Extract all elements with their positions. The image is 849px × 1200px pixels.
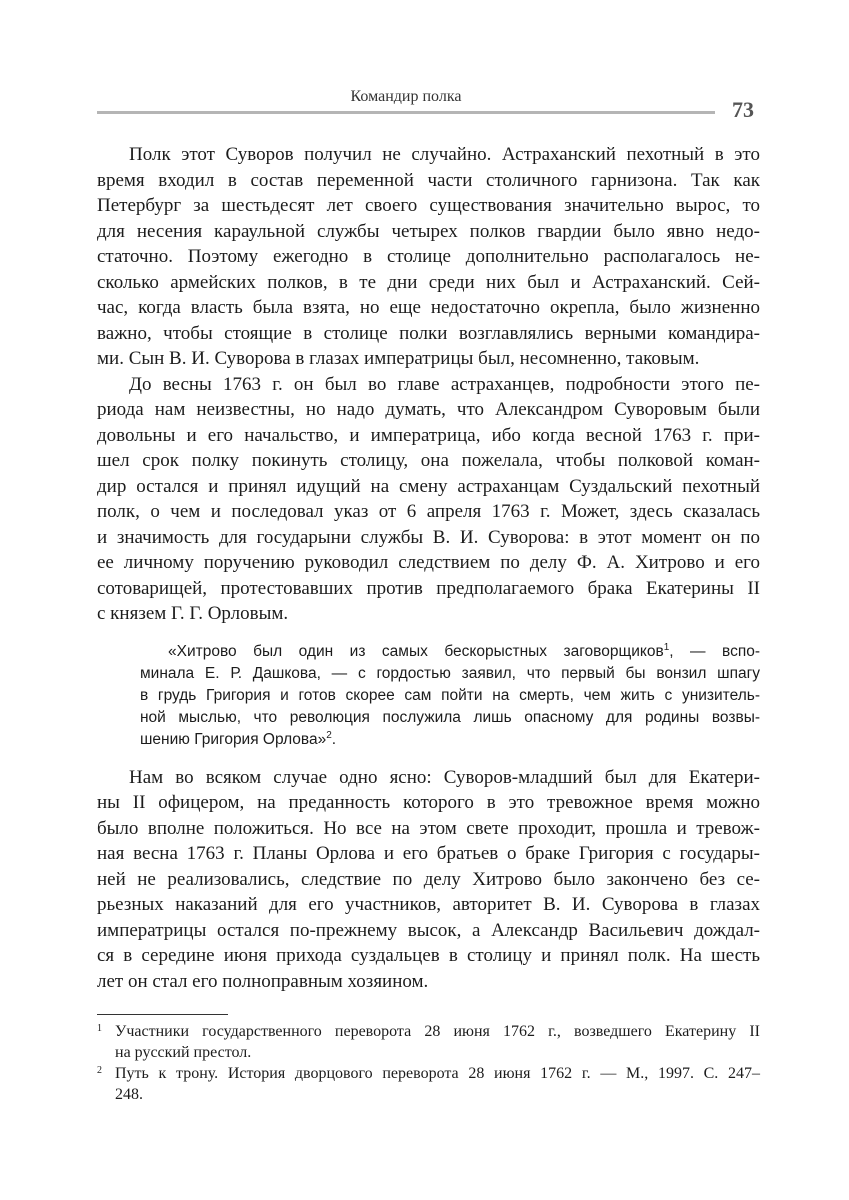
text-line: До весны 1763 г. он был во главе астраханцев, подробности этого пе- — [129, 373, 760, 395]
text-line: Нам во всяком случае одно ясно: Суворов-младший был для Екатери- — [129, 766, 760, 788]
footnote-line: на русский престол. — [115, 1044, 252, 1061]
running-title: Командир полка — [350, 88, 462, 105]
footnotes — [97, 1021, 760, 1105]
text-line: Полк этот Суворов получил не случайно. Астраханский пехотный в это — [129, 144, 760, 165]
text-line: было вполне положиться. Но все на этом свете проходит, прошла и тревож- — [97, 817, 760, 839]
page-body — [97, 142, 760, 1105]
text-line: ней не реализовались, следствие по делу Хитрово было закончено без се- — [97, 868, 760, 890]
footnote-ref-1[interactable]: 1 — [663, 641, 670, 653]
text-line: рьезных наказаний для его участников, авторитет В. И. Суворова в глазах — [97, 894, 760, 915]
text-line: час, когда власть была взята, но еще недостаточно окрепла, было жизненно — [97, 297, 760, 318]
footnote-separator — [97, 1014, 228, 1015]
text-line: ны II офицером, на преданность которого в это тревожное время можно — [97, 792, 760, 813]
footnote-mark: 1 — [97, 1023, 102, 1034]
text-line: ной мыслью, что революция послужила лишь опасному для родины возвы- — [140, 708, 760, 726]
text-line: ся в середине июня прихода суздальцев в столицу и принял полк. На шесть — [97, 945, 760, 966]
footnote-line: Путь к трону. История дворцового переворота 28 июня 1762 г. — М., 1997. С. 247– — [115, 1065, 760, 1082]
text-line: лет он стал его полноправным хозяином. — [97, 970, 429, 992]
text-line: для несения караульной службы четырех полков гвардии было явно недо- — [97, 220, 760, 242]
quote-text: шению Григория Орлова» — [140, 730, 327, 748]
text-line: риода нам неизвестны, но надо думать, что Александром Суворовым были — [97, 399, 760, 420]
footnote-line: Участники государственного переворота 28 июня 1762 г., возведшего Екатерину II — [115, 1023, 760, 1040]
text-line: и значимость для государыни службы В. И. Суворова: в этот момент он по — [97, 526, 760, 548]
quote-lines — [140, 663, 760, 729]
text-line: дир остался и принял идущий на смену астраханцам Суздальский пехотный — [97, 475, 760, 497]
text-line: с князем Г. Г. Орловым. — [97, 603, 289, 624]
footnote-2 — [97, 1063, 760, 1105]
footnote-ref-2[interactable]: 2 — [326, 729, 332, 741]
text-line: шел срок полку покинуть столицу, она пожелала, чтобы полковой коман- — [97, 450, 760, 471]
paragraph-2 — [97, 372, 760, 627]
paragraph-1 — [97, 142, 760, 372]
text-line: ее личному поручению руководил следствием по делу Ф. А. Хитрово и его — [97, 552, 760, 573]
text-line: минала Е. Р. Дашкова, — с гордостью заявил, что первый бы вонзил шпагу — [140, 664, 760, 682]
quote-text: «Хитрово был один из самых бескорыстных заговорщиков — [168, 642, 664, 660]
quote-text: . — [331, 730, 337, 748]
header-rule — [97, 111, 715, 114]
block-quote — [140, 641, 760, 751]
footnote-1 — [97, 1021, 760, 1063]
text-line: сколько армейских полков, в те дни среди них был и Астраханский. Сей- — [97, 271, 760, 293]
quote-text: , — вспо- — [669, 642, 760, 660]
text-line: ми. Сын В. И. Суворова в глазах императрицы был, несомненно, таковым. — [97, 348, 700, 369]
quote-line — [140, 641, 760, 663]
text-line: статочно. Поэтому ежегодно в столице дополнительно располагалось не- — [97, 246, 760, 267]
page-number: 73 — [732, 97, 754, 122]
text-line: важно, чтобы стоящие в столице полки возглавлялись верными командира- — [97, 322, 760, 344]
text-line: ная весна 1763 г. Планы Орлова и его братьев о браке Григория с государы- — [97, 843, 760, 864]
text-line: время входил в состав переменной части столичного гарнизона. Так как — [97, 169, 760, 191]
text-line: императрицы остался по-прежнему высок, а Александр Васильевич дождал- — [97, 919, 760, 941]
text-line: Петербург за шестьдесят лет своего существования значительно вырос, то — [97, 195, 760, 216]
text-line: в грудь Григория и готов скорее сам пойти на смерть, чем жить с унизитель- — [140, 686, 760, 704]
quote-line — [140, 729, 760, 751]
paragraph-3 — [97, 765, 760, 995]
footnote-mark: 2 — [97, 1065, 102, 1076]
text-line: сотоварищей, протестовавших против предполагаемого брака Екатерины II — [97, 577, 760, 599]
footnote-line: 248. — [115, 1086, 143, 1103]
text-line: полк, о чем и последовал указ от 6 апреля 1763 г. Может, здесь сказалась — [97, 501, 760, 522]
text-line: довольны и его начальство, и императрица, ибо когда весной 1763 г. при- — [97, 424, 760, 446]
